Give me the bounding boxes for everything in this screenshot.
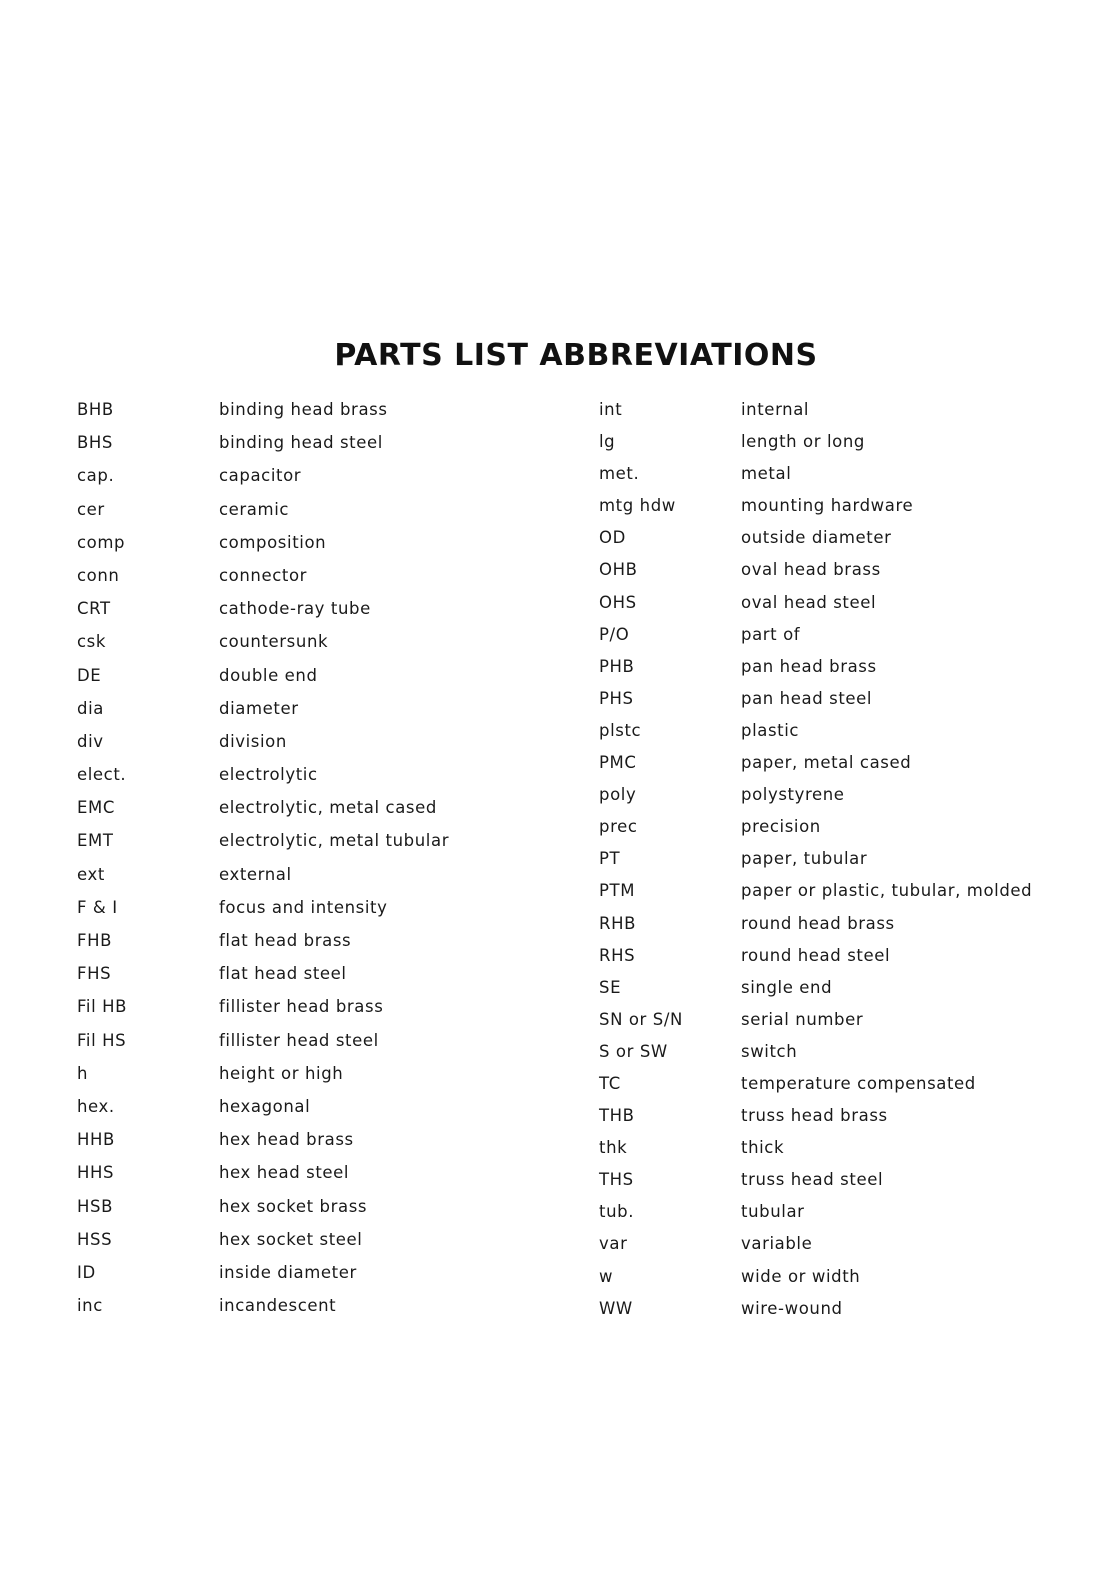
abbreviation-meaning: hexagonal — [219, 1096, 311, 1116]
abbreviation-meaning: tubular — [741, 1202, 805, 1222]
abbreviation-row — [599, 496, 1032, 528]
abbreviation-term: SN or S/N — [599, 1009, 683, 1029]
abbreviation-meaning: incandescent — [219, 1296, 337, 1316]
abbreviation-term: F & I — [77, 897, 118, 917]
abbreviation-row — [599, 528, 1032, 560]
page-title: PARTS LIST ABBREVIATIONS — [334, 338, 818, 373]
abbreviation-row — [599, 689, 1032, 721]
abbreviation-meaning: round head steel — [741, 945, 891, 965]
abbreviation-meaning: wide or width — [741, 1266, 861, 1286]
abbreviation-term: EMT — [77, 831, 114, 851]
abbreviation-row — [77, 898, 449, 931]
abbreviation-meaning: external — [219, 864, 292, 884]
abbreviation-meaning: single end — [741, 977, 833, 997]
abbreviation-row — [599, 560, 1032, 592]
abbreviation-column-left — [77, 400, 449, 1329]
abbreviation-row — [77, 1097, 449, 1130]
abbreviation-meaning: truss head steel — [741, 1170, 884, 1190]
abbreviation-meaning: height or high — [219, 1063, 344, 1083]
abbreviation-term: met. — [599, 464, 640, 484]
abbreviation-meaning: metal — [741, 464, 792, 484]
abbreviation-row — [77, 599, 449, 632]
abbreviation-term: PHS — [599, 688, 634, 708]
abbreviation-row — [77, 533, 449, 566]
abbreviation-row — [599, 625, 1032, 657]
abbreviation-term: ID — [77, 1262, 96, 1282]
abbreviation-row — [77, 1197, 449, 1230]
abbreviation-meaning: oval head steel — [741, 592, 877, 612]
abbreviation-row — [77, 632, 449, 665]
abbreviation-row — [77, 699, 449, 732]
abbreviation-meaning: pan head steel — [741, 688, 873, 708]
abbreviation-column-right — [599, 400, 1032, 1331]
abbreviation-meaning: round head brass — [741, 913, 895, 933]
abbreviation-row — [77, 433, 449, 466]
abbreviation-meaning: focus and intensity — [219, 897, 388, 917]
abbreviation-meaning: double end — [219, 665, 318, 685]
abbreviation-meaning: paper, tubular — [741, 849, 868, 869]
abbreviation-row — [599, 1299, 1032, 1331]
abbreviation-meaning: variable — [741, 1234, 813, 1254]
abbreviation-row — [599, 657, 1032, 689]
abbreviation-meaning: flat head steel — [219, 964, 347, 984]
abbreviation-meaning: part of — [741, 624, 801, 644]
abbreviation-term: inc — [77, 1296, 103, 1316]
abbreviation-meaning: paper, metal cased — [741, 753, 912, 773]
abbreviation-meaning: inside diameter — [219, 1262, 357, 1282]
abbreviation-meaning: mounting hardware — [741, 496, 914, 516]
abbreviation-term: THB — [599, 1106, 635, 1126]
abbreviation-meaning: switch — [741, 1041, 798, 1061]
abbreviation-meaning: internal — [741, 400, 810, 419]
abbreviation-term: cap. — [77, 466, 115, 486]
abbreviation-row — [77, 1263, 449, 1296]
abbreviation-row — [77, 865, 449, 898]
abbreviation-meaning: wire-wound — [741, 1298, 843, 1318]
abbreviation-row — [77, 831, 449, 864]
abbreviation-term: DE — [77, 665, 102, 685]
abbreviation-term: BHS — [77, 433, 114, 453]
abbreviation-term: w — [599, 1266, 614, 1286]
abbreviation-row — [77, 1163, 449, 1196]
abbreviation-row — [77, 1230, 449, 1263]
abbreviation-term: HHB — [77, 1130, 115, 1150]
abbreviation-term: RHB — [599, 913, 636, 933]
abbreviation-meaning: temperature compensated — [741, 1073, 976, 1093]
abbreviation-row — [77, 400, 449, 433]
abbreviation-term: RHS — [599, 945, 636, 965]
abbreviation-row — [599, 1074, 1032, 1106]
abbreviation-meaning: serial number — [741, 1009, 864, 1029]
abbreviation-row — [599, 946, 1032, 978]
abbreviation-row — [599, 721, 1032, 753]
abbreviation-row — [599, 464, 1032, 496]
abbreviation-term: elect. — [77, 765, 127, 785]
abbreviation-term: tub. — [599, 1202, 635, 1222]
abbreviation-term: HHS — [77, 1163, 115, 1183]
abbreviation-term: WW — [599, 1298, 633, 1318]
abbreviation-row — [77, 1130, 449, 1163]
abbreviation-meaning: binding head steel — [219, 433, 383, 453]
abbreviation-term: thk — [599, 1138, 628, 1158]
abbreviation-term: plstc — [599, 720, 642, 740]
abbreviation-meaning: fillister head steel — [219, 1030, 379, 1050]
abbreviation-term: P/O — [599, 624, 630, 644]
abbreviation-term: EMC — [77, 798, 115, 818]
abbreviation-term: OD — [599, 528, 626, 548]
abbreviation-meaning: paper or plastic, tubular, molded — [741, 881, 1033, 901]
abbreviation-row — [77, 666, 449, 699]
abbreviation-term: csk — [77, 632, 107, 652]
abbreviation-term: BHB — [77, 400, 114, 419]
abbreviation-meaning: pan head brass — [741, 656, 877, 676]
abbreviation-row — [599, 978, 1032, 1010]
abbreviation-meaning: electrolytic — [219, 765, 318, 785]
abbreviation-row — [599, 1010, 1032, 1042]
abbreviation-term: prec — [599, 817, 638, 837]
abbreviation-row — [599, 1267, 1032, 1299]
abbreviation-term: h — [77, 1063, 89, 1083]
abbreviation-term: CRT — [77, 599, 111, 619]
abbreviation-row — [599, 785, 1032, 817]
abbreviation-row — [77, 566, 449, 599]
abbreviation-term: PHB — [599, 656, 635, 676]
abbreviation-meaning: thick — [741, 1138, 785, 1158]
abbreviation-meaning: oval head brass — [741, 560, 881, 580]
abbreviation-row — [599, 1202, 1032, 1234]
abbreviation-row — [77, 964, 449, 997]
abbreviation-term: div — [77, 731, 104, 751]
abbreviation-meaning: countersunk — [219, 632, 329, 652]
abbreviation-row — [599, 817, 1032, 849]
abbreviation-meaning: truss head brass — [741, 1106, 888, 1126]
abbreviation-meaning: connector — [219, 565, 308, 585]
abbreviation-term: ext — [77, 864, 105, 884]
abbreviation-row — [599, 1106, 1032, 1138]
abbreviation-meaning: binding head brass — [219, 400, 388, 419]
abbreviation-row — [77, 1296, 449, 1329]
abbreviation-row — [77, 1064, 449, 1097]
abbreviation-row — [77, 466, 449, 499]
abbreviation-meaning: ceramic — [219, 499, 290, 519]
abbreviation-row — [599, 593, 1032, 625]
abbreviation-row — [599, 849, 1032, 881]
abbreviation-row — [599, 1170, 1032, 1202]
abbreviation-term: var — [599, 1234, 628, 1254]
abbreviation-row — [599, 400, 1032, 432]
abbreviation-term: PTM — [599, 881, 636, 901]
abbreviation-meaning: electrolytic, metal tubular — [219, 831, 450, 851]
abbreviation-row — [77, 798, 449, 831]
abbreviation-term: poly — [599, 785, 637, 805]
abbreviation-meaning: diameter — [219, 698, 299, 718]
abbreviation-term: FHS — [77, 964, 112, 984]
abbreviation-term: mtg hdw — [599, 496, 676, 516]
abbreviation-row — [77, 732, 449, 765]
abbreviation-meaning: composition — [219, 532, 327, 552]
abbreviation-row — [599, 1138, 1032, 1170]
abbreviation-meaning: hex head brass — [219, 1130, 354, 1150]
abbreviation-row — [599, 881, 1032, 913]
abbreviation-meaning: precision — [741, 817, 821, 837]
abbreviation-term: conn — [77, 565, 120, 585]
abbreviation-term: FHB — [77, 931, 113, 950]
abbreviation-term: PMC — [599, 753, 637, 773]
abbreviation-row — [77, 997, 449, 1030]
abbreviation-row — [599, 1042, 1032, 1074]
abbreviation-meaning: hex socket steel — [219, 1229, 363, 1249]
abbreviation-row — [77, 1031, 449, 1064]
abbreviation-term: lg — [599, 432, 616, 452]
abbreviation-term: THS — [599, 1170, 634, 1190]
abbreviation-term: HSS — [77, 1229, 113, 1249]
abbreviation-meaning: electrolytic, metal cased — [219, 798, 437, 818]
abbreviation-meaning: cathode-ray tube — [219, 599, 371, 619]
abbreviation-meaning: capacitor — [219, 466, 302, 486]
abbreviation-row — [77, 931, 449, 964]
abbreviation-term: Fil HB — [77, 997, 128, 1017]
abbreviation-term: Fil HS — [77, 1030, 127, 1050]
abbreviation-row — [599, 1234, 1032, 1266]
abbreviation-term: PT — [599, 849, 621, 869]
abbreviation-term: S or SW — [599, 1041, 668, 1061]
abbreviation-row — [599, 753, 1032, 785]
abbreviation-meaning: outside diameter — [741, 528, 892, 548]
abbreviation-meaning: division — [219, 731, 287, 751]
abbreviation-row — [77, 765, 449, 798]
abbreviation-meaning: flat head brass — [219, 931, 352, 950]
abbreviation-meaning: hex head steel — [219, 1163, 350, 1183]
abbreviation-meaning: hex socket brass — [219, 1196, 368, 1216]
abbreviation-term: OHS — [599, 592, 637, 612]
abbreviation-meaning: plastic — [741, 720, 800, 740]
abbreviation-term: HSB — [77, 1196, 114, 1216]
abbreviation-term: dia — [77, 698, 104, 718]
abbreviation-term: comp — [77, 532, 126, 552]
abbreviation-term: hex. — [77, 1096, 115, 1116]
abbreviation-row — [599, 914, 1032, 946]
abbreviation-meaning: fillister head brass — [219, 997, 384, 1017]
abbreviation-term: SE — [599, 977, 622, 997]
abbreviation-term: cer — [77, 499, 105, 519]
abbreviation-term: OHB — [599, 560, 638, 580]
abbreviation-term: int — [599, 400, 623, 419]
abbreviation-row — [77, 500, 449, 533]
abbreviation-term: TC — [599, 1073, 621, 1093]
abbreviation-row — [599, 432, 1032, 464]
abbreviation-meaning: length or long — [741, 432, 865, 452]
abbreviation-meaning: polystyrene — [741, 785, 845, 805]
